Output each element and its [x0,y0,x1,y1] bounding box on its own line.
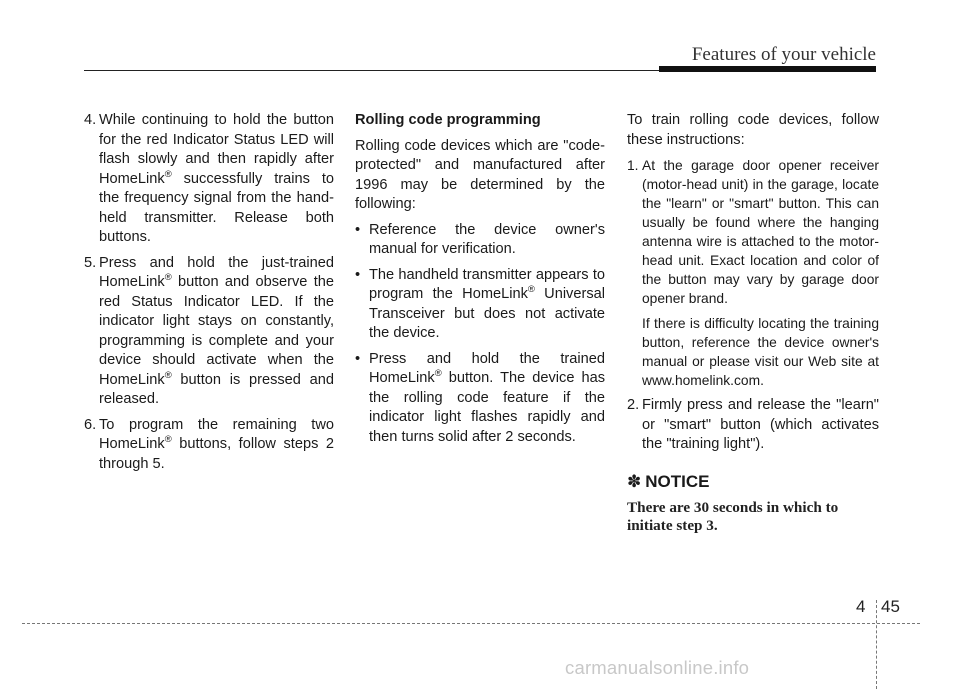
watermark: carmanualsonline.info [565,657,750,678]
bullet-text: Press and hold the trained HomeLink [369,350,605,386]
page-header-title: Features of your vehicle [691,44,876,65]
column-1 [84,111,334,480]
footer-divider [876,600,877,689]
step-number: 6. [84,416,97,433]
registered-mark: ® [527,284,535,295]
bullet-text: Universal Transceiver but does not activate the device. [369,286,605,341]
step-number: 1. [627,158,639,173]
header-rule [84,70,659,71]
notice-label: NOTICE [645,471,710,491]
asterisk-icon: ✽ [627,471,642,491]
bullet-item [355,266,605,344]
bullet-text: button. The device has the rolling code feature if the indicator light flashes rapidly and then turns solid after 2 seconds. [369,370,605,445]
step-text: buttons, follow steps 2 through 5. [99,436,334,472]
section-heading: Rolling code programming [355,112,541,128]
step-text: button is pressed and released. [99,371,334,407]
step-number: 2. [627,397,640,413]
bullet-text: The handheld transmitter appears to program the HomeLink [369,266,605,302]
step-note: If there is difficulty locating the training button, reference the device owner's manual or please visit our Web site at www.homelink.com. [642,316,879,388]
step-text: While continuing to hold the button for the red Indicator Status LED will flash slowly and then rapidly after HomeLink [99,112,334,187]
page-number: 45 [881,597,900,616]
intro-paragraph: To train rolling code devices, follow these instructions: [627,112,879,148]
bullet-icon: • [355,221,361,238]
registered-mark: ® [164,272,172,283]
step-4 [84,111,334,248]
step-text: Firmly press and release the "learn" or "smart" button (which activates the "training light"). [642,397,879,452]
step-5 [84,254,334,410]
notice-text: There are 30 seconds in which to initiate step 3. [627,498,839,534]
step-text: button and observe the red Status Indicator LED. If the indicator light stays on constantly, programming is complete and your device should activate when the HomeLink [99,274,334,388]
registered-mark: ® [164,168,172,180]
step-number: 5. [84,254,97,271]
bullet-icon: • [355,350,361,367]
registered-mark: ® [434,368,442,379]
column-3 [627,111,879,535]
step-1 [627,156,879,308]
column-2 [355,111,605,453]
step-2 [627,396,879,455]
step-text: To program the remaining two HomeLink [99,416,334,452]
step-text: Press and hold the just-trained HomeLink [99,254,334,290]
footer-rule [22,623,920,624]
header-rule-accent [659,66,876,72]
step-text: successfully trains to the frequency signal from the hand-held transmitter. Release both buttons. [99,170,334,245]
step-number: 4. [84,112,97,128]
chapter-number: 4 [856,597,866,616]
bullet-item [355,221,605,260]
bullet-icon: • [355,266,361,283]
registered-mark: ® [164,434,172,445]
registered-mark: ® [164,369,172,381]
step-text: At the garage door opener receiver (motor-head unit) in the garage, locate the "learn" or "smart" button. This can usually be found where the hanging antenna wire is attached to the motor-head unit. Exact location and color of the button may vary by garage door opener brand. [642,158,879,306]
intro-paragraph: Rolling code devices which are "code-protected" and manufactured after 1996 may be determined by the following: [355,137,605,212]
step-6 [84,416,334,475]
bullet-item [355,350,605,448]
notice-heading [627,471,879,493]
bullet-text: Reference the device owner's manual for verification. [369,221,605,257]
